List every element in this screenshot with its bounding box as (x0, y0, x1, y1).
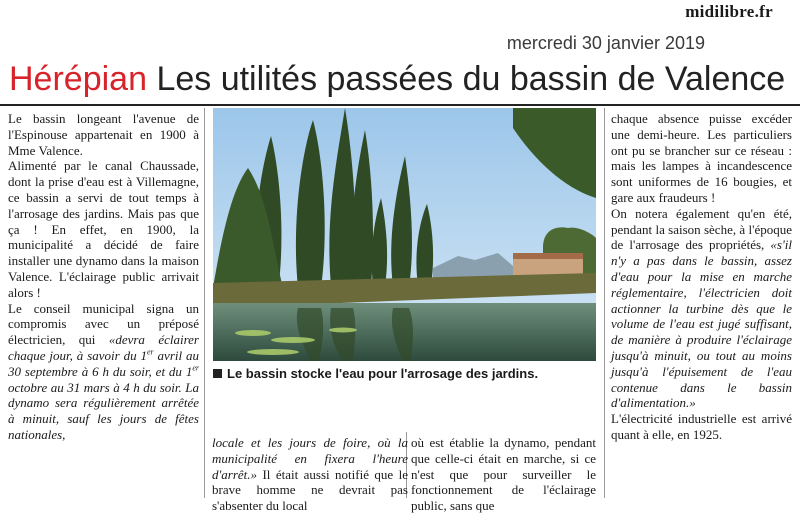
headline-rule (0, 104, 800, 106)
quotation (8, 332, 199, 442)
caption-text: Le bassin stocke l'eau pour l'arrosage des jardins. (227, 366, 539, 381)
paragraph: où est établie la dynamo, pendant que celle-ci était en marche, si ce n'est que pour surveiller le fonctionnement de l'éclairage public, sans que (411, 435, 596, 514)
pond-with-cypress-trees-image (213, 108, 596, 361)
text-run: On notera également qu'en été, pendant la saison sèche, à l'époque de l'arrosage des propriétés, (611, 205, 792, 253)
column-divider (204, 108, 205, 498)
source-name: midilibre.fr (685, 2, 773, 21)
headline (9, 58, 785, 100)
headline-title: Les utilités passées du bassin de Valence (156, 60, 786, 98)
paragraph (8, 301, 199, 443)
paragraph (212, 435, 408, 514)
superscript: er (146, 347, 154, 357)
quotation: «s'il n'y a pas dans le bassin, assez d'eau pour la mise en marche réglementaire, l'électricien doit actionner la turbine dès que le volume de l'eau est jugé suffisant, de manière à produire l'éclairage jusqu'à minuit, ou tout au moins jusqu'à l'épuisement de l'eau contenue dans le bassin d'alimentation.» (611, 237, 792, 411)
quote-part: avril au 30 septembre à 6 h du soir, et du 1 (8, 347, 199, 379)
article-column-1 (8, 111, 199, 443)
article-photo (213, 108, 596, 361)
quote-part: «devra éclairer chaque jour, à savoir du 1 (8, 332, 199, 363)
paragraph: Alimenté par le canal Chaussade, dont la prise d'eau est à Villemagne, ce bassin a servi de tout temps à l'arrosage des jardins. Mais pas que ça ! En effet, en 1900, la municipalité a décidé de faire installer une dynamo dans la maison Valence. L'éclairage public arrivait alors ! (8, 158, 199, 300)
superscript: er (192, 363, 199, 373)
paragraph (611, 206, 792, 411)
quotation: locale et les jours de foire, où la municipalité en fixera l'heure d'arrêt.» (212, 435, 408, 482)
headline-kicker: Hérépian (9, 60, 147, 98)
paragraph: chaque absence puisse excéder une demi-heure. Les particuliers ont pu se brancher sur ce réseau : mais les lampes à incandescence sont uniformes de 16 bougies, et gare aux fraudeurs ! (611, 111, 792, 205)
article-column-3 (411, 435, 596, 514)
column-divider (604, 108, 605, 498)
article-column-4 (611, 111, 792, 443)
quote-part: octobre au 31 mars à 4 h du soir. La dynamo sera régulièrement arrêtée à minuit, sauf les jours de fêtes nationales, (8, 379, 199, 442)
article-column-2 (212, 435, 408, 514)
photo-caption (213, 366, 596, 381)
paragraph: L'électricité industrielle est arrivé quant à elle, en 1925. (611, 411, 792, 442)
paragraph: Le bassin longeant l'avenue de l'Espinouse appartenait en 1900 à Mme Valence. (8, 111, 199, 158)
caption-square-icon (213, 369, 222, 378)
publication-date: mercredi 30 janvier 2019 (506, 33, 705, 53)
text-run: Il était aussi notifié que le brave homme ne devrait pas s'absenter du local (212, 466, 408, 514)
text-run: Le conseil municipal signa un compromis avec un préposé électricien, qui (8, 300, 199, 348)
